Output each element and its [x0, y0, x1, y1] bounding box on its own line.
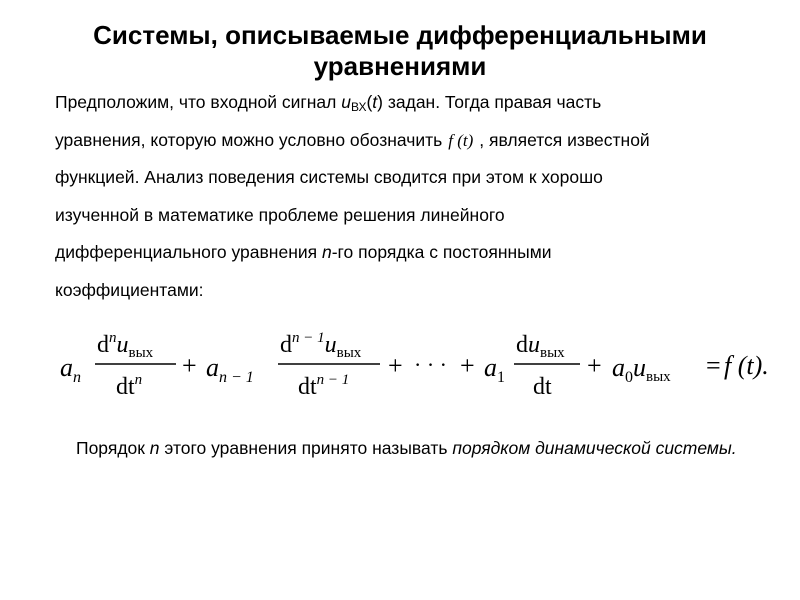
- rhs-ft: f (t).: [724, 351, 769, 380]
- order-symbol-n-2: n: [149, 438, 160, 458]
- plus-sign-4: +: [587, 351, 602, 380]
- slide-title-line-1: Системы, описываемые дифференциальными: [93, 20, 707, 50]
- denominator-n: $dt^n$: [116, 372, 143, 400]
- equals-sign: =: [706, 351, 721, 380]
- coef-a-0: $a_0uвых$: [612, 353, 671, 386]
- slide-title: [40, 20, 760, 82]
- plus-sign-2: +: [388, 351, 403, 380]
- dynamic-system-order-term: порядком динамической системы.: [452, 438, 737, 458]
- input-signal-symbol: u: [341, 92, 351, 112]
- time-variable: t: [372, 92, 378, 112]
- slide-title-line-2: уравнениями: [313, 51, 487, 81]
- intro-line-1: Предположим, что входной сигнал $u_{ВХ}(t)$ задан. Тогда правая часть: [55, 92, 602, 114]
- plus-sign-3: +: [460, 351, 475, 380]
- coef-a-n: $a_n$: [60, 353, 81, 386]
- intro-line-6: коэффициентами:: [55, 279, 204, 300]
- numerator-n: $d^nu_{вых}$: [97, 330, 154, 361]
- order-symbol-n: n: [322, 242, 332, 262]
- intro-line-2: уравнения, которую можно условно обозначить f (t) , является известной: [55, 129, 650, 150]
- intro-line-4: изученной в математике проблеме решения линейного: [55, 204, 505, 225]
- intro-line-5: дифференциального уравнения n-го порядка с постоянными: [55, 242, 552, 262]
- ellipsis: · · ·: [414, 352, 447, 377]
- conclusion-paragraph: Порядок n этого уравнения принято называть порядком динамической системы.: [76, 438, 737, 458]
- coef-a-n-minus-1: $a_{n - 1}$: [206, 353, 254, 386]
- input-signal-subscript: ВХ: [350, 100, 367, 114]
- coef-a-1: $a_1$: [484, 353, 505, 386]
- inline-formula-ft: f (t): [448, 130, 474, 150]
- denominator-n-minus-1: $dt^{n - 1}$: [298, 372, 350, 400]
- denominator-1: dt: [533, 374, 552, 400]
- differential-equation: [60, 322, 780, 402]
- plus-sign-1: +: [182, 351, 197, 380]
- intro-line-3: функцией. Анализ поведения системы сводится при этом к хорошо: [55, 167, 603, 187]
- numerator-n-minus-1: $d^{n - 1}u_{вых}$: [280, 330, 362, 361]
- intro-paragraph: [55, 84, 755, 309]
- numerator-1: $du_{вых}$: [516, 332, 565, 361]
